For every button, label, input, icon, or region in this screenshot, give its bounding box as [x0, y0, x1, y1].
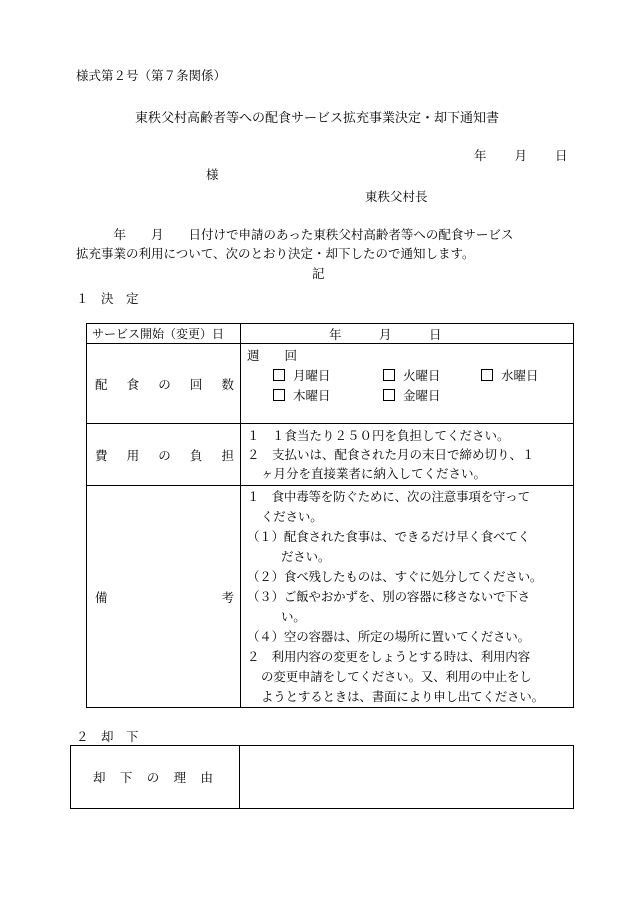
body-text-line2: 拡充事業の利用について、次のとおり決定・却下したので通知します。	[76, 246, 475, 261]
notes-line: （２）食べ残したものは、すぐに処分してください。	[247, 568, 543, 584]
checkbox-icon	[481, 369, 493, 381]
rejection-reason-label: 却 下 の 理 由	[93, 770, 213, 785]
day-tuesday[interactable]: 火曜日	[383, 366, 477, 386]
decision-table	[86, 323, 574, 708]
notes-line: い。	[281, 608, 306, 624]
start-date-label-cell	[87, 324, 241, 344]
addressee-suffix: 様	[206, 167, 219, 182]
notes-line: （４）空の容器は、所定の場所に置いてください。	[247, 628, 530, 644]
day-wednesday[interactable]: 水曜日	[481, 366, 539, 386]
notes-line: （３）ご飯やおかずを、別の容器に移さないで下さ	[247, 588, 530, 604]
notes-line: ださい。	[281, 548, 331, 564]
notes-value-cell	[241, 486, 574, 708]
rejection-table	[70, 745, 574, 809]
notes-line: の変更申請をしてください。又、利用の中止をし	[261, 668, 532, 684]
row-rejection-reason	[71, 746, 574, 809]
checkbox-icon	[273, 369, 285, 381]
notes-line: ２ 利用内容の変更をしょうとする時は、利用内容	[247, 648, 530, 664]
cost-line: １ １食当たり２５０円を負担してください。	[247, 428, 510, 443]
notes-line: ください。	[261, 508, 323, 524]
checkbox-icon	[383, 369, 395, 381]
cost-line: ２ 支払いは、配食された月の末日で締め切り、１	[247, 447, 535, 462]
row-cost	[87, 424, 574, 486]
rejection-reason-value-cell[interactable]	[240, 746, 574, 809]
notes-line: （１）配食された食事は、できるだけ早く食べてく	[247, 528, 530, 544]
cost-value-cell	[241, 424, 574, 486]
start-date-value: 年 月 日	[329, 326, 442, 342]
frequency-label-cell	[87, 344, 241, 424]
day-friday[interactable]: 金曜日	[383, 386, 441, 406]
body-text-line1: 年 月 日付けで申請のあった東秩父村高齢者等への配食サービス	[76, 227, 514, 242]
section-rejection-heading: ２ 却 下	[76, 729, 139, 744]
notes-label: 備 考	[95, 589, 234, 605]
row-notes	[87, 486, 574, 708]
day-monday[interactable]: 月曜日	[273, 366, 379, 386]
section-decision-heading: １ 決 定	[76, 291, 139, 306]
cost-label-cell	[87, 424, 241, 486]
issuer-name: 東秩父村長	[365, 189, 428, 204]
checkbox-icon	[383, 389, 395, 401]
frequency-value-cell	[241, 344, 574, 424]
row-frequency	[87, 344, 574, 424]
day-thursday[interactable]: 木曜日	[273, 386, 379, 406]
notes-line: ようとするときは、書面により申し出てください。	[261, 688, 544, 704]
row-start-date	[87, 324, 574, 344]
start-date-value-cell[interactable]	[241, 324, 574, 344]
frequency-weekly[interactable]: 週 回	[247, 348, 298, 363]
notes-label-cell	[87, 486, 241, 708]
rejection-reason-label-cell	[71, 746, 240, 809]
ki-heading: 記	[312, 266, 325, 281]
form-number: 様式第２号（第７条関係）	[76, 68, 227, 83]
document-title: 東秩父村高齢者等への配食サービス拡充事業決定・却下通知書	[135, 111, 500, 126]
start-date-label: サービス開始（変更）日	[92, 327, 225, 341]
cost-line: ヶ月分を直接業者に納入してください。	[261, 466, 487, 481]
notes-line: １ 食中毒等を防ぐために、次の注意事項を守って	[247, 488, 530, 504]
frequency-label: 配 食 の 回 数	[95, 376, 234, 392]
checkbox-icon	[273, 389, 285, 401]
date-line: 年 月 日	[474, 148, 569, 163]
cost-label: 費 用 の 負 担	[95, 447, 234, 463]
